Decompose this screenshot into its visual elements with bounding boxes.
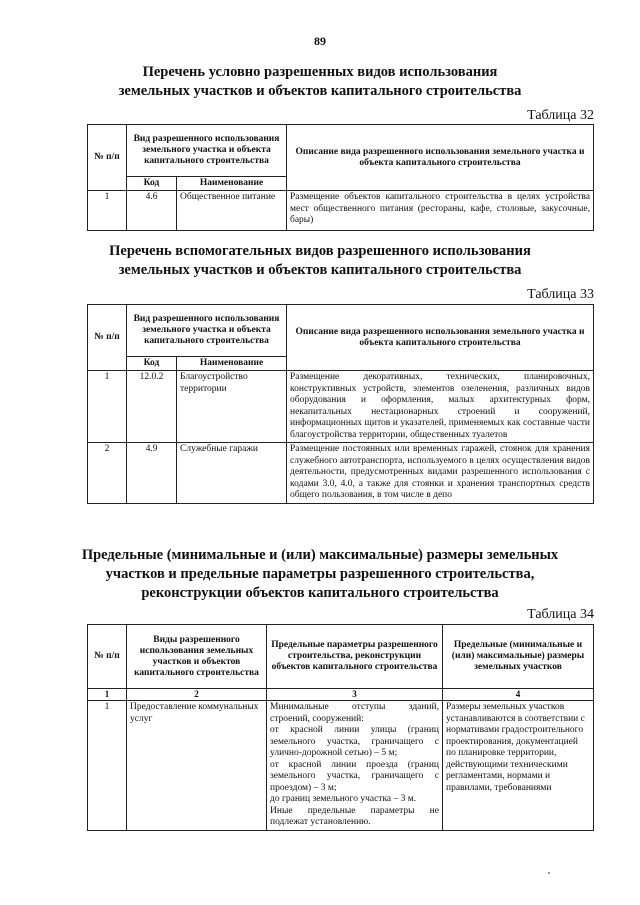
table-row: [88, 191, 594, 231]
params-paragraph: от красной линии проезда (границ земельного участка, граничащего с проездом) – 3 м;: [270, 759, 439, 793]
row-num: 2: [88, 443, 127, 504]
header-desc: Описание вида разрешенного использования земельного участка и объекта капитального строительства: [287, 305, 594, 371]
row-code: 12.0.2: [127, 371, 177, 443]
row-code: 4.9: [127, 443, 177, 504]
row-num: 1: [88, 371, 127, 443]
header-sizes: Предельные (минимальные и (или) максимальные) размеры земельных участков: [443, 625, 594, 689]
row-desc: Размещение объектов капитального строительства в целях устройства мест общественного питания (рестораны, кафе, столовые, закусочные, бары): [287, 191, 594, 231]
section3-title: [50, 546, 590, 603]
table-row: [88, 701, 594, 831]
section3-title-line2: участков и предельные параметры разрешенного строительства,: [105, 566, 535, 582]
row-name: Общественное питание: [177, 191, 287, 231]
header-kind: Вид разрешенного использования земельного участка и объекта капитального строительства: [127, 125, 287, 177]
header-code: Код: [127, 357, 177, 371]
row-params: [267, 701, 443, 831]
table-32: [87, 124, 594, 231]
table32-label: Таблица 32: [527, 108, 594, 123]
row-name: Благоустройство территории: [177, 371, 287, 443]
col-number: 3: [267, 689, 443, 701]
section1-title: [60, 63, 580, 101]
section2-title-line2: земельных участков и объектов капитального строительства: [118, 262, 522, 278]
header-num: № п/п: [88, 305, 127, 371]
row-num: 1: [88, 701, 127, 831]
table-34: [87, 624, 594, 831]
header-name: Наименование: [177, 177, 287, 191]
row-num: 1: [88, 191, 127, 231]
section2-title-line1: Перечень вспомогательных видов разрешенного использования: [109, 243, 531, 259]
section3-title-line3: реконструкции объектов капитального строительства: [141, 585, 499, 601]
header-name: Наименование: [177, 357, 287, 371]
section1-title-line1: Перечень условно разрешенных видов использования: [142, 64, 498, 80]
header-code: Код: [127, 177, 177, 191]
params-paragraph: от красной линии улицы (границ земельного участка, граничащего с улично-дорожной сетью) – 5 м;: [270, 725, 439, 758]
header-num: № п/п: [88, 625, 127, 689]
header-num: № п/п: [88, 125, 127, 191]
section3-title-line1: Предельные (минимальные и (или) максимальные) размеры земельных: [81, 547, 559, 563]
col-number: 4: [443, 689, 594, 701]
table-row: [88, 371, 594, 443]
table33-label: Таблица 33: [527, 287, 594, 302]
row-desc: Размещение постоянных или временных гаражей, стоянок для хранения служебного автотранспорта, используемого в целях осуществления видов деятельности, предусмотренных видами разрешенного использования с кодами 3.0, 4.0, а также для стоянки и хранения транспортных средств общего пользования, в том числе в депо: [287, 443, 594, 504]
params-paragraph: до границ земельного участка – 3 м.: [270, 794, 417, 804]
section1-title-line2: земельных участков и объектов капитального строительства: [118, 83, 522, 99]
col-number: 2: [127, 689, 267, 701]
column-number-row: [88, 689, 594, 701]
header-params: Предельные параметры разрешенного строительства, реконструкции объектов капитального строительства: [267, 625, 443, 689]
row-desc: Размещение декоративных, технических, планировочных, конструктивных устройств, элементов озеленения, различных видов оборудования и оформления, малых архитектурных форм, некапитальных нестационарных строений и сооружений, информационных щитов и указателей, применяемых как составные части благоустройства территории, общественных туалетов: [287, 371, 594, 443]
row-sizes: Размеры земельных участков устанавливаются в соответствии с нормативами градостроительного проектирования, документацией по планировке территории, действующими техническими регламентами, нормами и правилами, требованиями: [443, 701, 594, 831]
params-paragraph: Минимальные отступы зданий, строений, сооружений:: [270, 702, 439, 724]
scan-speck: [548, 872, 550, 874]
col-number: 1: [88, 689, 127, 701]
section2-title: [60, 242, 580, 280]
row-kind: Предоставление коммунальных услуг: [127, 701, 267, 831]
header-kind: Вид разрешенного использования земельного участка и объекта капитального строительства: [127, 305, 287, 357]
table-row: [88, 443, 594, 504]
header-kind: Виды разрешенного использования земельных участков и объектов капитального строительства: [127, 625, 267, 689]
row-code: 4.6: [127, 191, 177, 231]
page-number: 89: [314, 34, 326, 48]
row-name: Служебные гаражи: [177, 443, 287, 504]
table34-label: Таблица 34: [527, 607, 594, 622]
table-33: [87, 304, 594, 504]
params-paragraph: Иные предельные параметры не подлежат установлению.: [270, 805, 439, 827]
header-desc: Описание вида разрешенного использования земельного участка и объекта капитального строительства: [287, 125, 594, 191]
